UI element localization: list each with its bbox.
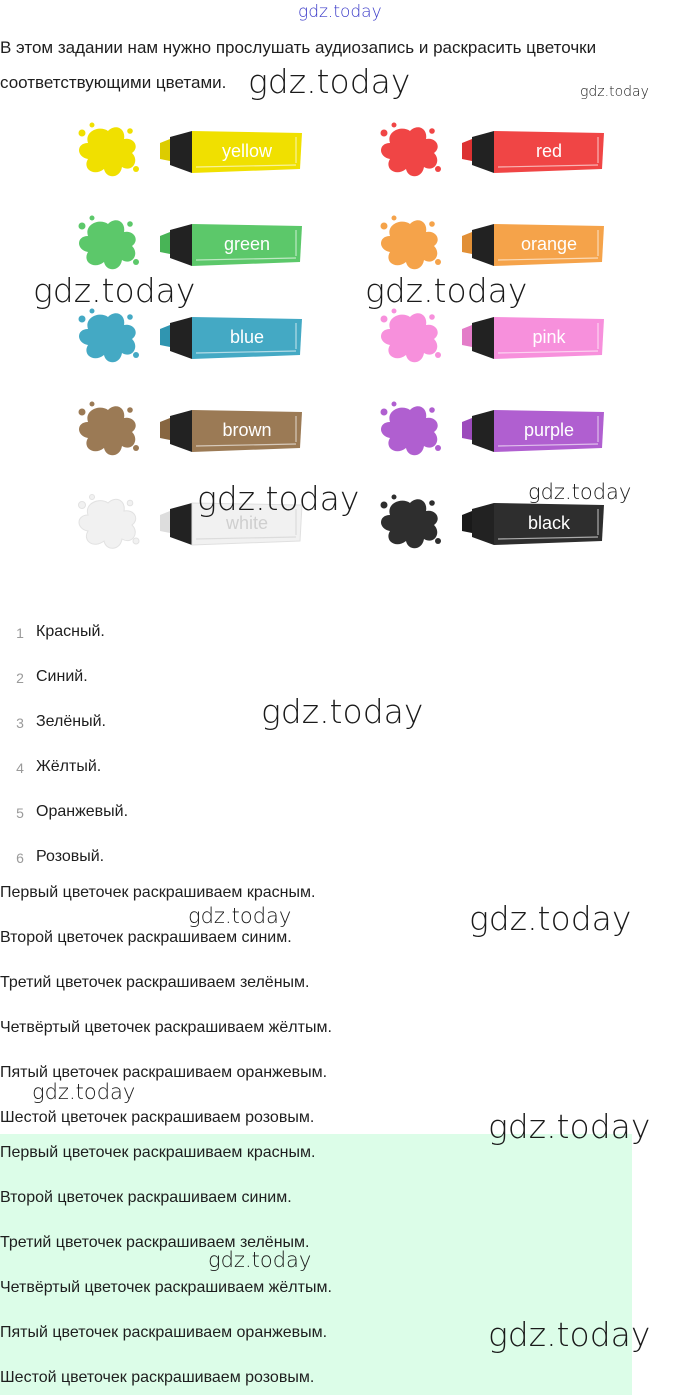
marker-label-blue: blue <box>229 327 265 347</box>
black-splash-icon <box>381 499 438 548</box>
watermark: gdz.today <box>580 84 649 100</box>
orange-splash-icon <box>381 220 438 269</box>
color-pair-yellow <box>70 117 310 187</box>
yellow-splash-icon <box>79 127 136 176</box>
list-number: 1 <box>16 625 24 641</box>
marker-label-pink: pink <box>532 327 566 347</box>
watermark: gdz.today <box>248 62 411 101</box>
blue-splash-icon <box>79 313 136 362</box>
answer-line: Шестой цветочек раскрашиваем розовым. <box>0 1109 315 1126</box>
answer-box-line: Шестой цветочек раскрашиваем розовым. <box>0 1369 315 1386</box>
marker-label-yellow: yellow <box>221 141 273 161</box>
color-pair-green <box>70 210 310 280</box>
answer-line: Третий цветочек раскрашиваем зелёным. <box>0 974 310 991</box>
marker-label-green: green <box>223 234 271 254</box>
watermark: gdz.today <box>488 1315 651 1354</box>
marker-label-white: white <box>225 513 269 533</box>
answer-box-line: Первый цветочек раскрашиваем красным. <box>0 1144 316 1161</box>
answer-box-line: Пятый цветочек раскрашиваем оранжевым. <box>0 1324 328 1341</box>
color-pair-red <box>372 117 612 187</box>
answer-box-line: Третий цветочек раскрашиваем зелёным. <box>0 1234 310 1251</box>
color-pair-blue <box>70 303 310 373</box>
pink-splash-icon <box>381 313 438 362</box>
purple-splash-icon <box>381 406 438 455</box>
color-pair-orange <box>372 210 612 280</box>
watermark-top: gdz.today <box>298 2 382 22</box>
list-number: 5 <box>16 805 24 821</box>
watermark: gdz.today <box>365 271 528 310</box>
watermark: gdz.today <box>469 899 632 938</box>
brown-splash-icon <box>79 406 136 455</box>
list-number: 3 <box>16 715 24 731</box>
list-text: Розовый. <box>36 848 105 865</box>
list-number: 2 <box>16 670 24 686</box>
list-text: Красный. <box>36 623 105 640</box>
answer-box <box>0 1134 632 1395</box>
watermark: gdz.today <box>188 904 292 928</box>
list-number: 6 <box>16 850 24 866</box>
answer-line: Четвёртый цветочек раскрашиваем жёлтым. <box>0 1019 332 1036</box>
watermark: gdz.today <box>261 692 424 731</box>
white-splash-icon <box>79 499 136 548</box>
green-splash-icon <box>79 220 136 269</box>
list-text: Оранжевый. <box>36 803 129 820</box>
watermark: gdz.today <box>528 480 632 504</box>
marker-label-red: red <box>535 141 562 161</box>
marker-label-orange: orange <box>520 234 578 254</box>
watermark: gdz.today <box>488 1107 651 1146</box>
watermark: gdz.today <box>208 1248 312 1272</box>
color-pair-brown <box>70 396 310 466</box>
marker-label-brown: brown <box>222 420 272 440</box>
color-pair-purple <box>372 396 612 466</box>
list-text: Зелёный. <box>36 713 106 730</box>
marker-label-purple: purple <box>523 420 575 440</box>
color-pair-pink <box>372 303 612 373</box>
answer-line: Первый цветочек раскрашиваем красным. <box>0 884 316 901</box>
watermark: gdz.today <box>33 271 196 310</box>
list-text: Жёлтый. <box>36 758 102 775</box>
answer-box-line: Второй цветочек раскрашиваем синим. <box>0 1189 292 1206</box>
list-text: Синий. <box>36 668 88 685</box>
marker-label-black: black <box>527 513 571 533</box>
answer-line: Пятый цветочек раскрашиваем оранжевым. <box>0 1064 328 1081</box>
watermark: gdz.today <box>32 1080 136 1104</box>
intro-text: В этом задании нам нужно прослушать аудиозапись и раскрасить цветочки соответствующими цветами. <box>0 38 597 92</box>
answer-line: Второй цветочек раскрашиваем синим. <box>0 929 292 946</box>
list-number: 4 <box>16 760 24 776</box>
watermark: gdz.today <box>197 479 360 518</box>
answer-box-line: Четвёртый цветочек раскрашиваем жёлтым. <box>0 1279 332 1296</box>
red-splash-icon <box>381 127 438 176</box>
